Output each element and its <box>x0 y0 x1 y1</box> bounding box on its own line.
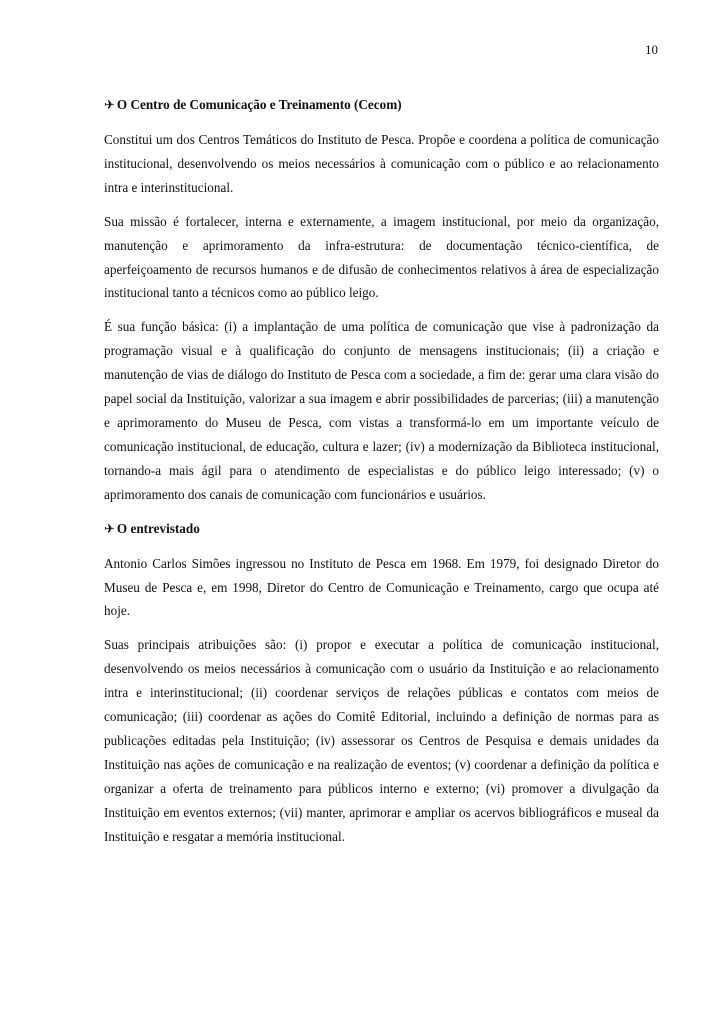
page-number: 10 <box>645 42 658 57</box>
section-title: O Centro de Comunicação e Treinamento (Cecom) <box>116 97 402 112</box>
paragraph: Suas principais atribuições são: (i) propor e executar a política de comunicação institucional, desenvolvendo os meios necessários à comunicação com o usuário da Instituição e ao relacionamento intra e interinstitucional; (ii) coordenar serviços de relações públicas e contatos com meios de comunicação; (iii) coordenar as ações do Comitê Editorial, incluindo a definição de normas para as publicações editadas pela Instituição; (iv) assessorar os Centros de Pesquisa e demais unidades da Instituição nas ações de comunicação e na realização de eventos; (v) coordenar a definição da política e organizar a oferta de treinamento para públicos interno e externo; (vi) promover a divulgação da Instituição em eventos externos; (vii) manter, aprimorar e ampliar os acervos bibliográficos e museal da Instituição e resgatar a memória institucional. <box>104 637 659 844</box>
paragraph: Antonio Carlos Simões ingressou no Instituto de Pesca em 1968. Em 1979, foi designado Diretor do Museu de Pesca e, em 1998, Diretor do Centro de Comunicação e Treinamento, cargo que ocupa até hoje. <box>104 555 659 619</box>
airplane-bullet-icon: ✈ <box>104 521 115 537</box>
paragraph: Sua missão é fortalecer, interna e externamente, a imagem institucional, por meio da organização, manutenção e aprimoramento da infra-estrutura: de documentação técnico-científica, de aperfeiçoamento de recursos humanos e de difusão de conhecimentos relativos à área de especialização institucional tanto a técnicos como ao público leigo. <box>104 213 659 301</box>
document-body <box>104 93 659 858</box>
paragraph: É sua função básica: (i) a implantação de uma política de comunicação que vise à padronização da programação visual e à qualificação do conjunto de mensagens institucionais; (ii) a criação e manutenção de vias de diálogo do Instituto de Pesca com a sociedade, a fim de: gerar uma clara visão do papel social da Instituição, valorizar a sua imagem e abrir possibilidades de parcerias; (iii) a manutenção e aprimoramento do Museu de Pesca, com vistas a transformá-lo em um importante veículo de comunicação institucional, de educação, cultura e lazer; (iv) a modernização da Biblioteca institucional, tornando-a mais ágil para o atendimento de especialistas e do público leigo interessado; (v) o aprimoramento dos canais de comunicação com funcionários e usuários. <box>104 319 659 502</box>
section-heading-cecom <box>104 93 659 118</box>
section-heading-entrevistado <box>104 517 659 542</box>
section-title: O entrevistado <box>116 520 200 536</box>
airplane-bullet-icon: ✈ <box>104 98 115 113</box>
paragraph: Constitui um dos Centros Temáticos do Instituto de Pesca. Propõe e coordena a política de comunicação institucional, desenvolvendo os meios necessários à comunicação com o público e ao relacionamento intra e interinstitucional. <box>104 132 659 195</box>
